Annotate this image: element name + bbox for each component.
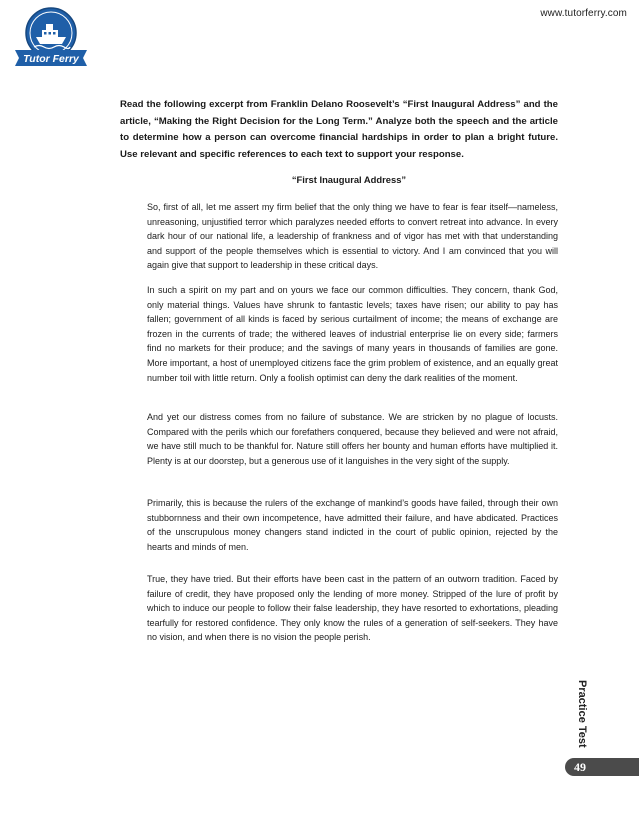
speech-paragraph-1: So, first of all, let me assert my firm belief that the only thing we have to fear is fear itself—nameless, unreasoning, unjustified terror which paralyzes needed efforts to convert retreat into advance. In every dark hour of our national life, a leadership of frankness and of vigor has met with that understanding and support of the people themselves which is essential to victory. And I am convinced that you will again give that support to leadership in these critical days.: [147, 202, 558, 271]
logo-text: Tutor Ferry: [23, 53, 79, 65]
site-url[interactable]: www.tutorferry.com: [540, 8, 627, 19]
tutor-ferry-logo: [12, 6, 90, 72]
ship-logo-icon: [12, 6, 90, 72]
speech-paragraph-2: In such a spirit on my part and on yours we face our common difficulties. They concern, thank God, only material things. Values have shrunk to fantastic levels; taxes have risen; our ability to pay has fallen; government of all kinds is faced by serious curtailment of income; the means of exchange are frozen in the currents of trade; the withered leaves of industrial enterprise lie on every side; farmers find no markets for their produce; and the savings of many years in thousands of families are gone. More important, a host of unemployed citizens face the grim problem of existence, and an equally great number toil with little return. Only a foolish optimist can deny the dark realities of the moment.: [147, 285, 558, 383]
essay-prompt: Read the following excerpt from Franklin Delano Roosevelt’s “First Inaugural Address” and the article, “Making the Right Decision for the Long Term.” Analyze both the speech and the article to determine how a person can overcome financial hardships in order to plan a bright future. Use relevant and specific references to each text to support your response.: [120, 99, 558, 160]
speech-title: “First Inaugural Address”: [291, 174, 407, 185]
speech-paragraph-5: True, they have tried. But their efforts have been cast in the pattern of an outworn tradition. Faced by failure of credit, they have proposed only the lending of more money. Stripped of the lure of profit by which to induce our people to follow their false leadership, they have resorted to exhortations, pleading tearfully for restored confidence. They only know the rules of a generation of self-seekers. They have no vision, and when there is no vision the people perish.: [147, 574, 558, 643]
speech-paragraph-3: And yet our distress comes from no failure of substance. We are stricken by no plague of locusts. Compared with the perils which our forefathers conquered, because they believed and were not afraid, we have still much to be thankful for. Nature still offers her bounty and human efforts have multiplied it. Plenty is at our doorstep, but a generous use of it languishes in the very sight of the supply.: [147, 412, 558, 466]
page-number: 49: [574, 760, 586, 774]
section-label: Practice Test: [576, 680, 588, 748]
speech-paragraph-4: Primarily, this is because the rulers of the exchange of mankind’s goods have failed, through their own stubbornness and their own incompetence, have admitted their failure, and have abdicated. Practices of the unscrupulous money changers stand indicted in the court of public opinion, rejected by the hearts and minds of men.: [147, 498, 558, 552]
section-label-wrapper: [576, 680, 596, 748]
